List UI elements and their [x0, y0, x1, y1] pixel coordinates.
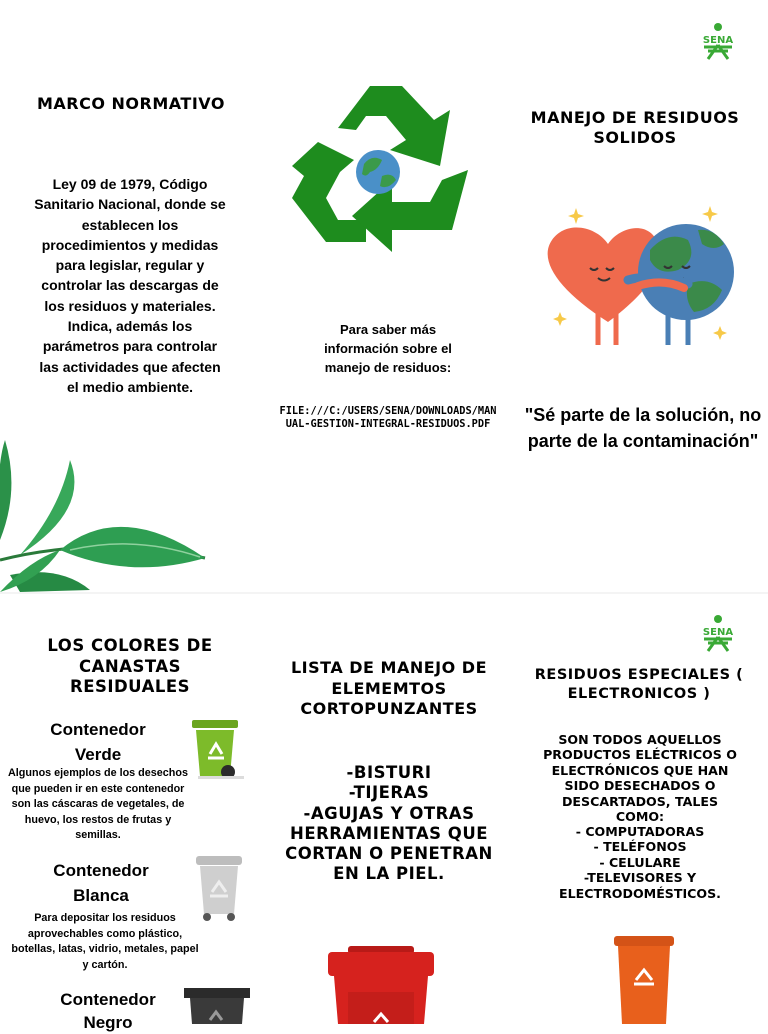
- list-item: - CELULARE: [599, 854, 681, 870]
- red-bin-icon: [326, 946, 436, 1024]
- manejo-title: MANEJO DE RESIDUOS SOLIDOS: [530, 108, 740, 147]
- list-item: -AGUJAS Y OTRAS HERRAMIENTAS QUE CORTAN O PENETRAN EN LA PIEL.: [285, 803, 493, 884]
- list-item: - TELÉFONOS: [593, 839, 687, 855]
- manual-link[interactable]: FILE:///C:/USERS/SENA/DOWNLOADS/MANUAL-GESTION-INTEGRAL-RESIDUOS.PDF: [279, 405, 497, 430]
- heart-earth-hug-icon: [538, 200, 750, 350]
- marco-body: Ley 09 de 1979, Código Sanitario Nacional, donde se establecen los procedimientos y medidas para legislar, regular y controlar las descargas de los residuos y materiales. Indica, además los parámetros para controlar las actividades que afecten el medio ambiente.: [34, 176, 226, 395]
- page-divider: [0, 592, 768, 594]
- especiales-intro: SON TODOS AQUELLOS PRODUCTOS ELÉCTRICOS O ELECTRÓNICOS QUE HAN SIDO DESECHADOS O DESCARTADOS, TALES COMO:: [543, 732, 737, 825]
- container-blanca-desc: Para depositar los residuos aprovechables como plástico, botellas, latas, vidrio, metales, papel y cartón.: [11, 912, 199, 971]
- container-verde-label: Contenedor Verde: [50, 720, 146, 764]
- black-bin-icon: [182, 986, 252, 1024]
- list-item: -BISTURI: [346, 763, 432, 782]
- recycle-icon: [282, 80, 474, 266]
- container-blanca-label: Contenedor Blanca: [53, 861, 149, 905]
- cortopunzantes-title: LISTA DE MANEJO DE ELEMEMTOS CORTOPUNZANTES: [290, 658, 488, 718]
- info-text: Para saber más información sobre el manejo de residuos:: [324, 322, 452, 375]
- cortopunzantes-list: [276, 763, 502, 885]
- green-bin-icon: [188, 716, 250, 782]
- sena-logo-text: SENA: [702, 35, 734, 46]
- container-negro-label: Contenedor Negro: [60, 990, 156, 1032]
- list-item: -TELEVISORES Y ELECTRODOMÉSTICOS.: [559, 870, 721, 901]
- sena-logo-icon: [698, 614, 738, 652]
- sena-logo-icon: [698, 22, 738, 60]
- orange-bin-icon: [612, 934, 676, 1024]
- sena-logo-text: SENA: [702, 627, 734, 638]
- list-item: -TIJERAS: [348, 783, 430, 803]
- quote-text: "Sé parte de la solución, no parte de la contaminación": [524, 405, 762, 451]
- especiales-title: RESIDUOS ESPECIALES ( ELECTRONICOS ): [534, 667, 744, 702]
- especiales-list: [536, 824, 744, 901]
- list-item: - COMPUTADORAS: [575, 824, 705, 839]
- container-verde-desc: Algunos ejemplos de los desechos que pueden ir en este contenedor son las cáscaras de vegetales, de huevo, los restos de frutas y semillas.: [8, 767, 188, 842]
- leaves-decoration-icon: [0, 440, 210, 592]
- colores-title: LOS COLORES DE CANASTAS RESIDUALES: [47, 636, 213, 696]
- marco-title: MARCO NORMATIVO: [37, 94, 225, 113]
